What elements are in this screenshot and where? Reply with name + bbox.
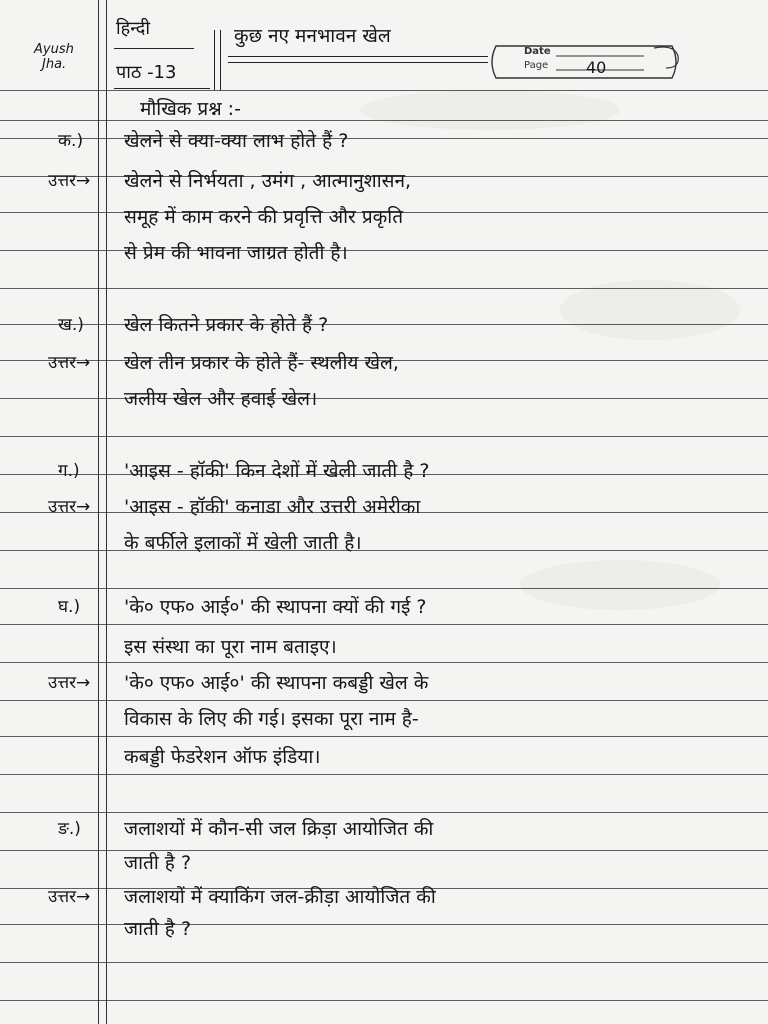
title-underline-2 xyxy=(228,62,488,63)
question-line: खेल कितने प्रकार के होते हैं ? xyxy=(124,314,329,336)
lesson-underline xyxy=(114,88,210,89)
question-line: खेलने से क्या-क्या लाभ होते हैं ? xyxy=(124,130,349,152)
answer-line: विकास के लिए की गई। इसका पूरा नाम है- xyxy=(124,708,419,730)
ruled-line xyxy=(0,624,768,625)
answer-label: उत्तर→ xyxy=(48,171,91,191)
answer-label: उत्तर→ xyxy=(48,673,91,693)
answer-line: समूह में काम करने की प्रवृत्ति और प्रकृति xyxy=(124,206,404,228)
ruled-line xyxy=(0,90,768,91)
ruled-line xyxy=(0,250,768,251)
date-label: Date xyxy=(524,46,551,57)
ruled-line xyxy=(0,812,768,813)
section-heading: मौखिक प्रश्न :- xyxy=(140,98,241,120)
question-line: 'आइस - हॉकी' किन देशों में खेली जाती है ? xyxy=(124,460,430,482)
ruled-line xyxy=(0,662,768,663)
question-line: इस संस्था का पूरा नाम बताइए। xyxy=(124,636,337,658)
answer-label: उत्तर→ xyxy=(48,887,91,907)
page-label: Page xyxy=(524,60,549,71)
ruled-line xyxy=(0,924,768,925)
ruled-line xyxy=(0,962,768,963)
question-label: क.) xyxy=(58,131,84,151)
student-name-line1: Ayush xyxy=(34,42,74,57)
ruled-line xyxy=(0,138,768,139)
answer-line: के बर्फीले इलाकों में खेली जाती है। xyxy=(124,532,362,554)
question-line: 'के० एफ० आई०' की स्थापना क्यों की गई ? xyxy=(124,596,427,618)
ruled-line xyxy=(0,774,768,775)
subject-underline xyxy=(114,48,194,49)
page-number: 40 xyxy=(586,58,607,77)
title-underline-1 xyxy=(228,56,488,57)
answer-label: उत्तर→ xyxy=(48,353,91,373)
question-line: जलाशयों में कौन-सी जल क्रिड़ा आयोजित की xyxy=(124,818,434,840)
answer-line: कबड्डी फेडरेशन ऑफ इंडिया। xyxy=(124,746,321,768)
ruled-line xyxy=(0,1000,768,1001)
header-divider-2 xyxy=(220,30,221,90)
question-label: घ.) xyxy=(58,597,81,617)
student-name xyxy=(34,42,74,72)
chapter-title: कुछ नए मनभावन खेल xyxy=(234,25,391,47)
ruled-line xyxy=(0,588,768,589)
answer-line: 'के० एफ० आई०' की स्थापना कबड्डी खेल के xyxy=(124,672,429,694)
lesson-label: पाठ -13 xyxy=(116,62,177,83)
margin-line-right xyxy=(106,0,107,1024)
ruled-line xyxy=(0,736,768,737)
answer-label: उत्तर→ xyxy=(48,497,91,517)
student-name-line2: Jha. xyxy=(42,57,67,72)
question-label: ख.) xyxy=(58,315,84,335)
margin-line-left xyxy=(98,0,99,1024)
ruled-line xyxy=(0,398,768,399)
question-label: ङ.) xyxy=(58,819,81,839)
ruled-line xyxy=(0,436,768,437)
ruled-line xyxy=(0,850,768,851)
answer-line: खेलने से निर्भयता , उमंग , आत्मानुशासन, xyxy=(124,170,412,192)
ruled-line xyxy=(0,288,768,289)
question-label: ग.) xyxy=(58,461,80,481)
scroll-frame-icon xyxy=(484,38,684,86)
subject-label: हिन्दी xyxy=(116,18,151,39)
header-divider-1 xyxy=(214,30,215,90)
ruled-line xyxy=(0,120,768,121)
ruled-line xyxy=(0,550,768,551)
answer-line: से प्रेम की भावना जाग्रत होती है। xyxy=(124,242,348,264)
answer-line: जाती है ? xyxy=(124,918,192,940)
answer-line: खेल तीन प्रकार के होते हैं- स्थलीय खेल, xyxy=(124,352,399,374)
date-page-box xyxy=(484,38,684,86)
answer-line: जलीय खेल और हवाई खेल। xyxy=(124,388,318,410)
answer-line: 'आइस - हॉकी' कनाडा और उत्तरी अमेरीका xyxy=(124,496,421,518)
answer-line: जलाशयों में क्याकिंग जल-क्रीड़ा आयोजित की xyxy=(124,886,436,908)
ruled-line xyxy=(0,700,768,701)
question-line: जाती है ? xyxy=(124,852,192,874)
ruled-line xyxy=(0,324,768,325)
